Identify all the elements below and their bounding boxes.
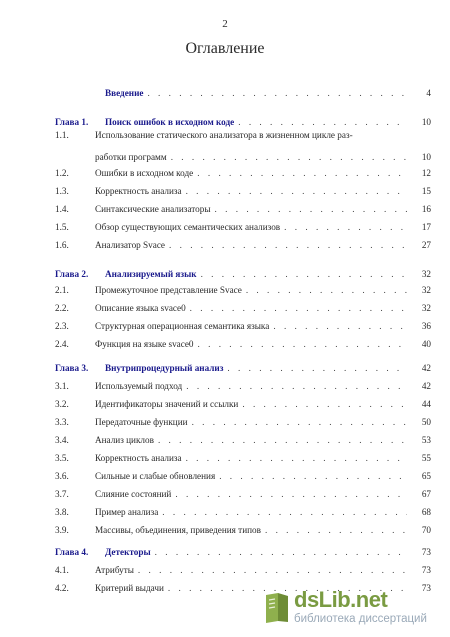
toc-entry-page: 32	[421, 303, 431, 313]
toc-entry-number: 3.3.	[55, 417, 69, 427]
toc-section-entry[interactable]	[55, 166, 431, 180]
toc-entry-title: работки программ	[95, 152, 167, 162]
toc-entry-number: 1.2.	[55, 168, 69, 178]
toc-entry-number: Глава 1.	[55, 117, 89, 127]
toc-entry-title: Массивы, объединения, приведения типов	[95, 525, 261, 535]
toc-entry-page: 40	[421, 339, 431, 349]
toc-entry-title: Детекторы	[105, 547, 151, 557]
toc-entry-number: 1.1.	[55, 130, 69, 140]
toc-entry-page: 42	[421, 381, 431, 391]
toc-entry-page: 16	[421, 204, 431, 214]
toc-chapter-entry[interactable]	[55, 267, 431, 281]
toc-entry-title: Сильные и слабые обновления	[95, 471, 216, 481]
toc-entry-number: 1.5.	[55, 222, 69, 232]
toc-entry-number: Глава 4.	[55, 547, 89, 557]
toc-dot-leader	[197, 166, 407, 180]
toc-section-entry[interactable]	[55, 202, 431, 216]
toc-dot-leader	[147, 86, 407, 100]
toc-entry-title: Пример анализа	[95, 507, 159, 517]
toc-entry-number: 3.7.	[55, 489, 69, 499]
toc-entry-number: 2.3.	[55, 321, 69, 331]
toc-chapter-entry[interactable]	[55, 115, 431, 129]
toc-entry-number: 3.4.	[55, 435, 69, 445]
toc-dot-leader	[138, 563, 407, 577]
toc-dot-leader	[169, 238, 407, 252]
toc-entry-page: 53	[421, 435, 431, 445]
toc-entry-number: 2.4.	[55, 339, 69, 349]
toc-entry-number: 4.2.	[55, 583, 69, 593]
toc-dot-leader	[284, 220, 407, 234]
toc-entry-page: 73	[421, 583, 431, 593]
toc-entry-number: 1.6.	[55, 240, 69, 250]
toc-entry-page: 27	[421, 240, 431, 250]
toc-entry-page: 36	[421, 321, 431, 331]
toc-entry-number: 1.3.	[55, 186, 69, 196]
toc-dot-leader	[238, 115, 407, 129]
toc-entry-title: Внутрипроцедурный анализ	[105, 363, 224, 373]
toc-section-entry[interactable]	[55, 283, 431, 297]
toc-chapter-entry[interactable]	[55, 361, 431, 375]
toc-section-entry[interactable]	[55, 505, 431, 519]
toc-entry-page: 42	[421, 363, 431, 373]
toc-entry-page: 17	[421, 222, 431, 232]
toc-section-entry[interactable]	[55, 301, 431, 315]
toc-entry-number: 3.9.	[55, 525, 69, 535]
toc-entry-title: Критерий выдачи	[95, 583, 164, 593]
toc-chapter-entry[interactable]	[55, 545, 431, 559]
toc-entry-title: Анализируемый язык	[105, 269, 197, 279]
toc-entry-page: 10	[421, 152, 431, 162]
toc-dot-leader	[265, 523, 407, 537]
toc-dot-leader	[192, 415, 407, 429]
toc-entry-title: Атрибуты	[95, 565, 134, 575]
toc-entry-title: Функция на языке svace0	[95, 339, 194, 349]
toc-entry-title: Идентификаторы значений и ссылки	[95, 399, 239, 409]
toc-entry-title: Введение	[105, 88, 144, 98]
toc-dot-leader	[190, 301, 407, 315]
toc-section-entry[interactable]	[55, 220, 431, 234]
toc-entry-title: Описание языка svace0	[95, 303, 186, 313]
toc-section-entry[interactable]	[55, 433, 431, 447]
toc-entry-page: 15	[421, 186, 431, 196]
toc-title: Оглавление	[185, 40, 265, 57]
toc-entry-page: 67	[421, 489, 431, 499]
toc-entry-number: 3.6.	[55, 471, 69, 481]
watermark-subtitle: библиотека диссертаций	[294, 613, 427, 625]
toc-dot-leader	[175, 487, 407, 501]
toc-dot-leader	[171, 150, 407, 164]
toc-entry-title: Поиск ошибок в исходном коде	[105, 117, 235, 127]
toc-entry-number: Глава 3.	[55, 363, 89, 373]
toc-section-entry[interactable]	[55, 469, 431, 483]
toc-dot-leader	[227, 361, 407, 375]
toc-dot-leader	[242, 397, 407, 411]
toc-dot-leader	[155, 545, 407, 559]
toc-dot-leader	[186, 451, 407, 465]
toc-section-entry[interactable]	[55, 451, 431, 465]
toc-section-entry[interactable]	[55, 319, 431, 333]
toc-dot-leader	[273, 319, 407, 333]
toc-entry-page: 68	[421, 507, 431, 517]
toc-dot-leader	[246, 283, 407, 297]
toc-entry-title: Использование статического анализатора в жизненном цикле раз-	[95, 130, 353, 140]
toc-entry-page: 50	[421, 417, 431, 427]
toc-dot-leader	[162, 505, 407, 519]
toc-entry-number: 3.2.	[55, 399, 69, 409]
page-number: 2	[222, 18, 228, 30]
toc-entry-number: 4.1.	[55, 565, 69, 575]
toc-entry-title: Слияние состояний	[95, 489, 172, 499]
toc-entry-title: Обзор существующих семантических анализов	[95, 222, 281, 232]
toc-entry-title: Промежуточное представление Svace	[95, 285, 242, 295]
toc-entry-number: 3.1.	[55, 381, 69, 391]
toc-entry-title: Анализ циклов	[95, 435, 154, 445]
toc-section-entry[interactable]	[55, 397, 431, 411]
toc-section-entry[interactable]	[55, 337, 431, 351]
toc-entry-number: 2.2.	[55, 303, 69, 313]
toc-section-entry[interactable]	[55, 487, 431, 501]
toc-entry-title: Синтаксические анализаторы	[95, 204, 211, 214]
toc-entry-title: Корректность анализа	[95, 453, 182, 463]
toc-entry-number: 1.4.	[55, 204, 69, 214]
toc-dot-leader	[219, 469, 407, 483]
book-icon	[262, 591, 290, 625]
toc-dot-leader	[186, 379, 407, 393]
toc-entry-page: 44	[421, 399, 431, 409]
toc-section-entry[interactable]	[55, 523, 431, 537]
toc-entry-number: 2.1.	[55, 285, 69, 295]
toc-section-entry[interactable]	[55, 184, 431, 198]
toc-entry-page: 70	[421, 525, 431, 535]
watermark	[262, 587, 442, 631]
toc-entry-title: Передаточные функции	[95, 417, 188, 427]
toc-entry-title: Используемый подход	[95, 381, 183, 391]
toc-section-entry[interactable]	[55, 563, 431, 577]
toc-entry-title: Корректность анализа	[95, 186, 182, 196]
toc-section-entry[interactable]	[55, 415, 431, 429]
toc-chapter-entry[interactable]	[55, 86, 431, 100]
watermark-logo: dsLib.net	[294, 587, 388, 612]
toc-entry-number: Глава 2.	[55, 269, 89, 279]
toc-entry-title: Анализатор Svace	[95, 240, 165, 250]
toc-dot-leader	[186, 184, 407, 198]
toc-entry-page: 73	[421, 565, 431, 575]
toc-entry-page: 12	[421, 168, 431, 178]
toc-dot-leader	[158, 433, 407, 447]
toc-entry-page: 32	[421, 285, 431, 295]
toc-dot-leader	[201, 267, 407, 281]
toc-entry-title: Структурная операционная семантика языка	[95, 321, 270, 331]
toc-entry-page: 73	[421, 547, 431, 557]
toc-entry-page: 55	[421, 453, 431, 463]
toc-entry-page: 10	[421, 117, 431, 127]
toc-dot-leader	[215, 202, 407, 216]
toc-entry-number: 3.8.	[55, 507, 69, 517]
toc-entry-page: 65	[421, 471, 431, 481]
toc-entry-number: 3.5.	[55, 453, 69, 463]
toc-section-entry[interactable]	[55, 128, 431, 142]
toc-section-entry[interactable]	[55, 379, 431, 393]
toc-section-entry[interactable]	[55, 238, 431, 252]
toc-entry-page: 4	[426, 88, 431, 98]
toc-entry-page: 32	[421, 269, 431, 279]
toc-entry-title: Ошибки в исходном коде	[95, 168, 194, 178]
toc-section-entry[interactable]	[95, 150, 431, 164]
toc-dot-leader	[198, 337, 407, 351]
